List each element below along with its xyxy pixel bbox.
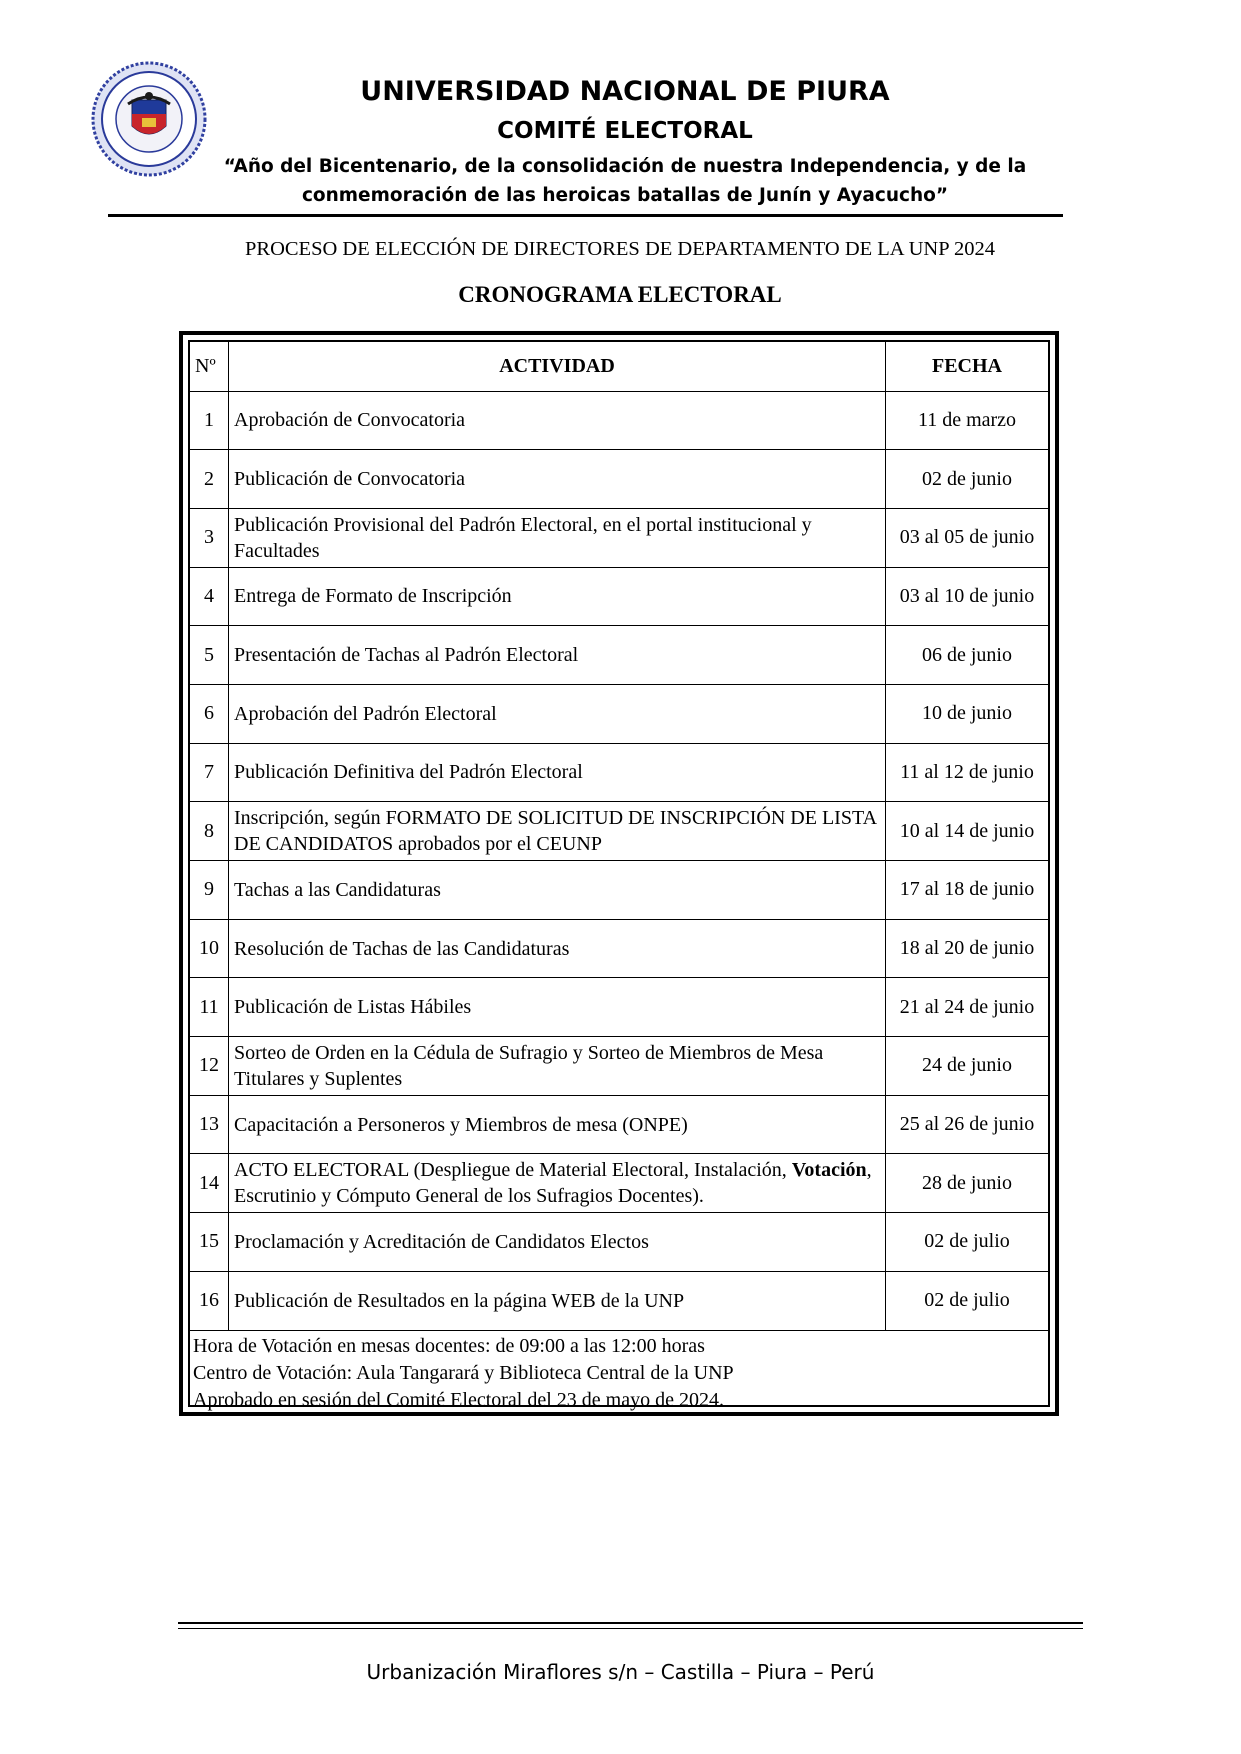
- row-number: 10: [190, 919, 229, 978]
- row-date: 02 de julio: [886, 1271, 1049, 1330]
- activity-emphasis: Votación: [791, 1159, 867, 1182]
- row-date: 17 al 18 de junio: [886, 861, 1049, 920]
- row-date: 24 de junio: [886, 1037, 1049, 1096]
- row-activity: Proclamación y Acreditación de Candidatos Electos: [229, 1213, 886, 1272]
- schedule-title: CRONOGRAMA ELECTORAL: [458, 282, 782, 307]
- footer-divider: [178, 1622, 1083, 1624]
- row-date: 11 de marzo: [886, 391, 1049, 450]
- row-date: 10 de junio: [886, 684, 1049, 743]
- row-number: 7: [190, 743, 229, 802]
- row-date: 10 al 14 de junio: [886, 802, 1049, 861]
- schedule-notes: [190, 1331, 1048, 1414]
- row-activity: Resolución de Tachas de las Candidaturas: [229, 919, 886, 978]
- row-number: 15: [190, 1213, 229, 1272]
- row-number: 4: [190, 567, 229, 626]
- row-number: 2: [190, 450, 229, 509]
- university-seal-logo: [90, 60, 208, 178]
- row-date: 28 de junio: [886, 1154, 1049, 1213]
- motto-line-2: conmemoración de las heroicas batallas de Junín y Ayacucho”: [301, 185, 949, 206]
- row-number: 5: [190, 626, 229, 685]
- row-activity: [229, 1154, 886, 1213]
- table-row: [190, 567, 1048, 626]
- row-activity: Aprobación del Padrón Electoral: [229, 684, 886, 743]
- row-activity: Publicación de Listas Hábiles: [229, 978, 886, 1037]
- row-activity: Aprobación de Convocatoria: [229, 391, 886, 450]
- header-activity: ACTIVIDAD: [229, 342, 886, 391]
- note-voting-hours: Hora de Votación en mesas docentes: de 09:00 a las 12:00 horas: [193, 1334, 705, 1357]
- row-date: 11 al 12 de junio: [886, 743, 1049, 802]
- row-activity: Publicación de Resultados en la página WEB de la UNP: [229, 1271, 886, 1330]
- row-activity: Tachas a las Candidaturas: [229, 861, 886, 920]
- activity-text: ACTO ELECTORAL (Despliegue de Material Electoral, Instalación,: [234, 1159, 792, 1182]
- header-divider: [108, 214, 1063, 217]
- row-date: 21 al 24 de junio: [886, 978, 1049, 1037]
- row-date: 02 de junio: [886, 450, 1049, 509]
- year-motto: [210, 152, 1040, 210]
- footer-address: Urbanización Miraflores s/n – Castilla – Piura – Perú: [366, 1660, 875, 1684]
- table-row: [190, 684, 1048, 743]
- schedule-inner-frame: [188, 340, 1050, 1411]
- schedule-table-body: [190, 391, 1048, 1330]
- table-row: [190, 508, 1048, 567]
- header-num: Nº: [190, 342, 229, 391]
- row-date: 02 de julio: [886, 1213, 1049, 1272]
- note-voting-center: Centro de Votación: Aula Tangarará y Biblioteca Central de la UNP: [193, 1361, 734, 1384]
- row-activity: Publicación Definitiva del Padrón Electoral: [229, 743, 886, 802]
- row-activity: Capacitación a Personeros y Miembros de mesa (ONPE): [229, 1095, 886, 1154]
- row-activity: Sorteo de Orden en la Cédula de Sufragio y Sorteo de Miembros de Mesa Titulares y Suplentes: [229, 1037, 886, 1096]
- table-row: [190, 978, 1048, 1037]
- table-row: [190, 802, 1048, 861]
- row-activity: Presentación de Tachas al Padrón Electoral: [229, 626, 886, 685]
- motto-line-1: “Año del Bicentenario, de la consolidación de nuestra Independencia, y de la: [223, 156, 1027, 177]
- table-row: [190, 743, 1048, 802]
- schedule-table: [190, 342, 1048, 1331]
- row-activity: Publicación de Convocatoria: [229, 450, 886, 509]
- row-number: 14: [190, 1154, 229, 1213]
- table-row: [190, 861, 1048, 920]
- row-number: 13: [190, 1095, 229, 1154]
- row-activity: Publicación Provisional del Padrón Electoral, en el portal institucional y Facultades: [229, 508, 886, 567]
- schedule-frame: [179, 331, 1059, 1416]
- row-number: 8: [190, 802, 229, 861]
- row-date: 18 al 20 de junio: [886, 919, 1049, 978]
- table-row: [190, 391, 1048, 450]
- table-row: [190, 1213, 1048, 1272]
- note-approval: Aprobado en sesión del Comité Electoral del 23 de mayo de 2024.: [193, 1388, 724, 1411]
- row-number: 16: [190, 1271, 229, 1330]
- committee-name: COMITÉ ELECTORAL: [497, 118, 753, 144]
- row-number: 1: [190, 391, 229, 450]
- table-row: [190, 1271, 1048, 1330]
- row-number: 6: [190, 684, 229, 743]
- row-number: 11: [190, 978, 229, 1037]
- row-date: 25 al 26 de junio: [886, 1095, 1049, 1154]
- row-number: 9: [190, 861, 229, 920]
- table-row: [190, 626, 1048, 685]
- table-row: [190, 1037, 1048, 1096]
- row-activity: Inscripción, según FORMATO DE SOLICITUD DE INSCRIPCIÓN DE LISTA DE CANDIDATOS aprobados por el CEUNP: [229, 802, 886, 861]
- table-row: [190, 919, 1048, 978]
- row-number: 3: [190, 508, 229, 567]
- row-activity: Entrega de Formato de Inscripción: [229, 567, 886, 626]
- row-date: 03 al 10 de junio: [886, 567, 1049, 626]
- row-date: 06 de junio: [886, 626, 1049, 685]
- row-number: 12: [190, 1037, 229, 1096]
- row-date: 03 al 05 de junio: [886, 508, 1049, 567]
- table-row: [190, 450, 1048, 509]
- activity-text: , Escrutinio y Cómputo General de los Sufragios Docentes).: [234, 1159, 872, 1208]
- header-date: FECHA: [886, 342, 1049, 391]
- table-header-row: [190, 342, 1048, 391]
- process-title: PROCESO DE ELECCIÓN DE DIRECTORES DE DEPARTAMENTO DE LA UNP 2024: [245, 238, 995, 260]
- table-row: [190, 1154, 1048, 1213]
- university-name: UNIVERSIDAD NACIONAL DE PIURA: [360, 76, 890, 107]
- table-row: [190, 1095, 1048, 1154]
- footer-divider-thin: [178, 1628, 1083, 1629]
